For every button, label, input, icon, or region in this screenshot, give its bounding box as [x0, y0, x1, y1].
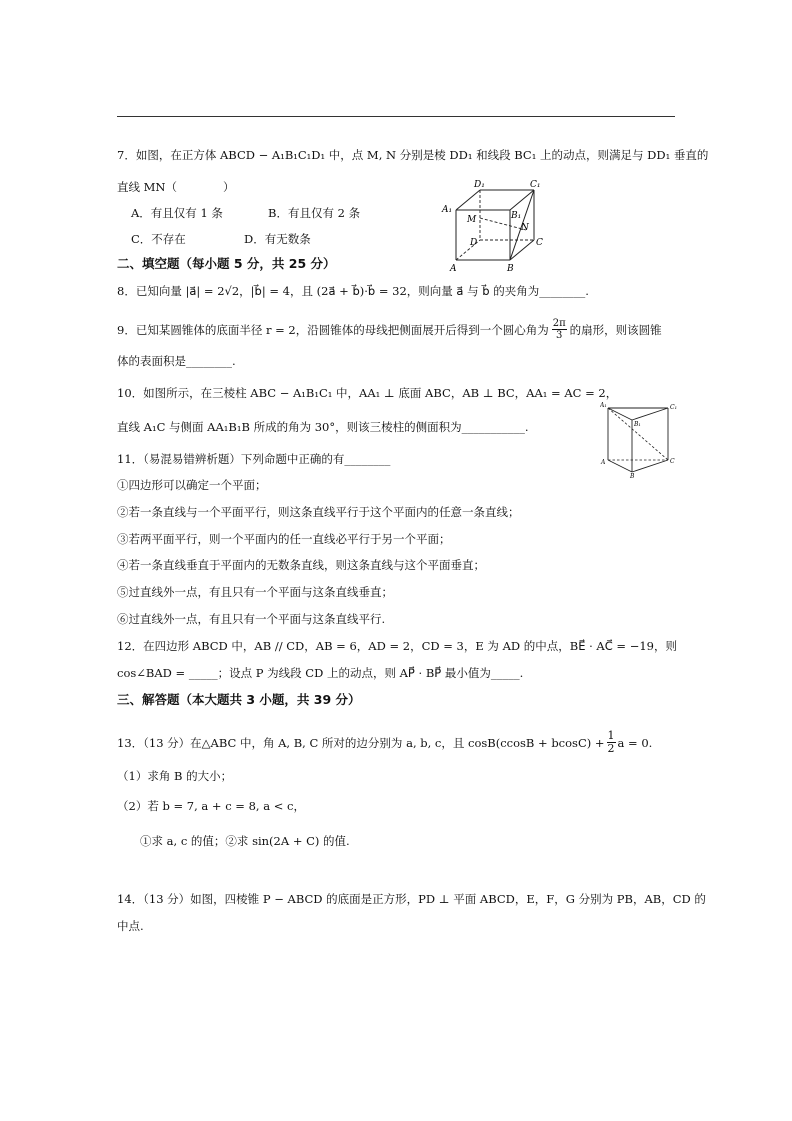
- q13-stem: [117, 730, 652, 755]
- q7-stem-line2: 直线 MN（ ）: [117, 180, 235, 194]
- q9-fraction-num: 2π: [552, 318, 566, 329]
- q7-option-a: A．有且仅有 1 条: [131, 206, 223, 220]
- q10-label-a1: A₁: [600, 402, 607, 409]
- section-3-heading: 三、解答题（本大题共 3 小题，共 39 分）: [117, 692, 361, 707]
- header-rule: [117, 116, 675, 117]
- q11-item-6: ⑥过直线外一点，有且只有一个平面与这条直线平行.: [117, 612, 386, 626]
- q11-item-3: ③若两平面平行，则一个平面内的任一直线必平行于另一个平面；: [117, 532, 451, 546]
- q9-stem-line1: [117, 318, 662, 341]
- q9-fraction: [552, 318, 567, 341]
- q13-part-1: （1）求角 B 的大小；: [117, 769, 233, 783]
- q11-item-4: ④若一条直线垂直于平面内的无数条直线，则这条直线与这个平面垂直；: [117, 558, 485, 572]
- q11-stem: 11．（易混易错辨析题）下列命题中正确的有________: [117, 452, 391, 466]
- q8-stem: 8．已知向量 |a⃗| = 2√2，|b⃗| = 4，且 (2a⃗ + b⃗)·b⃗ = 32，则向量 a⃗ 与 b⃗ 的夹角为________.: [117, 284, 589, 298]
- q7-cube-figure: [440, 178, 552, 276]
- q7-label-a1: A₁: [442, 205, 453, 215]
- q13-text-b: a = 0.: [617, 735, 653, 750]
- q10-stem-line2: 直线 A₁C 与侧面 AA₁B₁B 所成的角为 30°，则该三棱柱的侧面积为___________.: [117, 420, 529, 434]
- q12-stem-line2: cos∠BAD = _____；设点 P 为线段 CD 上的动点，则 AP⃗ · BP⃗ 最小值为_____.: [117, 666, 524, 680]
- q7-option-c: C．不存在: [131, 232, 186, 246]
- q7-option-d: D．有无数条: [244, 232, 311, 246]
- q14-stem-line1: 14．（13 分）如图，四棱锥 P − ABCD 的底面是正方形，PD ⊥ 平面 ABCD，E，F，G 分别为 PB，AB，CD 的: [117, 892, 706, 906]
- q13-part-2-tasks: ①求 a, c 的值；②求 sin(2A + C) 的值.: [140, 834, 350, 848]
- q7-label-m: M: [467, 215, 477, 225]
- q14-stem-line2: 中点.: [117, 919, 144, 933]
- q10-label-a: A: [601, 459, 606, 466]
- q7-label-c: C: [536, 238, 543, 248]
- q7-label-d: D: [470, 238, 478, 248]
- q10-prism-figure: [600, 400, 680, 478]
- q13-text-a: 13．（13 分）在△ABC 中，角 A, B, C 所对的边分别为 a, b, c，且 cosB(ccosB + bcosC) +: [117, 735, 605, 750]
- q12-stem-line1: 12．在四边形 ABCD 中，AB // CD，AB = 6，AD = 2，CD = 3，E 为 AD 的中点，BE⃗ · AC⃗ = −19，则: [117, 639, 677, 653]
- q13-half-fraction: [607, 730, 616, 755]
- q7-stem-line1: 7．如图，在正方体 ABCD − A₁B₁C₁D₁ 中，点 M, N 分别是棱 DD₁ 和线段 BC₁ 上的动点，则满足与 DD₁ 垂直的: [117, 148, 709, 162]
- q11-item-5: ⑤过直线外一点，有且只有一个平面与这条直线垂直；: [117, 585, 393, 599]
- q13-half-den: 2: [607, 742, 615, 755]
- q9-text-b: 的扇形，则该圆锥: [569, 322, 662, 337]
- q10-label-c: C: [670, 458, 675, 465]
- q7-label-a: A: [450, 264, 457, 274]
- q10-label-c1: C₁: [670, 404, 677, 411]
- q13-part-2: （2）若 b = 7, a + c = 8, a < c，: [117, 799, 305, 813]
- q9-fraction-den: 3: [556, 330, 563, 341]
- q7-label-c1: C₁: [530, 180, 541, 190]
- q10-stem-line1: 10．如图所示，在三棱柱 ABC − A₁B₁C₁ 中，AA₁ ⊥ 底面 ABC，AB ⊥ BC，AA₁ = AC = 2，: [117, 386, 618, 400]
- q7-label-b1: B₁: [511, 211, 522, 221]
- q13-half-num: 1: [607, 729, 615, 742]
- q9-stem-line2: 体的表面积是________.: [117, 354, 236, 368]
- q7-option-b: B．有且仅有 2 条: [268, 206, 361, 220]
- q10-label-b1: B₁: [634, 421, 641, 428]
- section-2-heading: 二、填空题（每小题 5 分，共 25 分）: [117, 256, 336, 271]
- q7-label-b: B: [507, 264, 514, 274]
- q7-label-n: N: [521, 223, 529, 233]
- q11-item-1: ①四边形可以确定一个平面；: [117, 478, 267, 492]
- q9-text-a: 9．已知某圆锥体的底面半径 r = 2，沿圆锥体的母线把侧面展开后得到一个圆心角为: [117, 322, 549, 337]
- q10-label-b: B: [630, 473, 635, 478]
- q11-item-2: ②若一条直线与一个平面平行，则这条直线平行于这个平面内的任意一条直线；: [117, 505, 520, 519]
- q7-label-d1: D₁: [474, 180, 485, 190]
